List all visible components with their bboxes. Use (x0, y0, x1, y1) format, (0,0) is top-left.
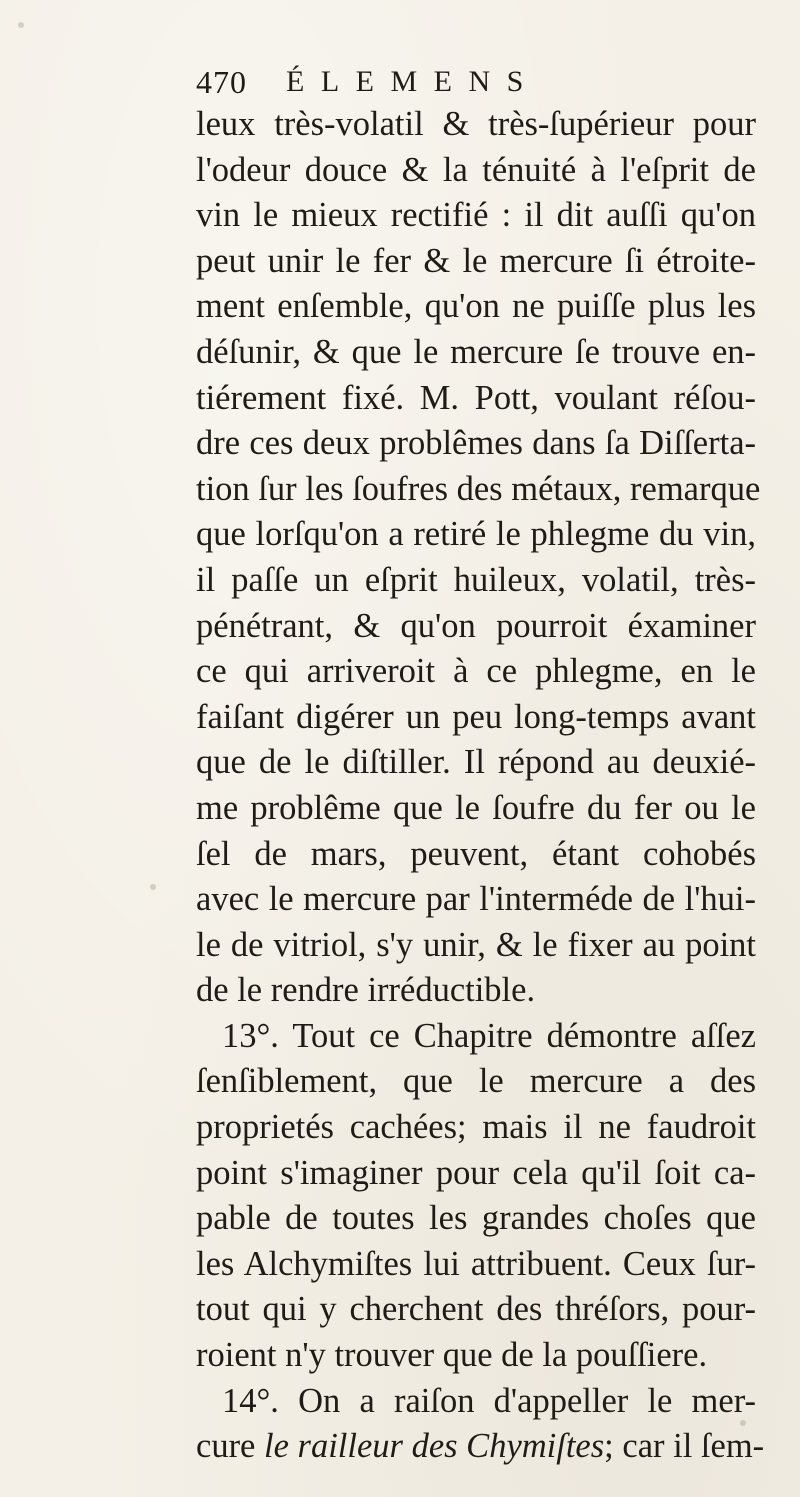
text-line: ſel de mars, peuvent, étant cohobés (196, 834, 756, 873)
text-line: dre ces deux problêmes dans ſa Diſſerta- (196, 424, 756, 463)
text-line: proprietés cachées; mais il ne faudroit (196, 1108, 756, 1147)
running-head: ÉLEMENS (286, 65, 540, 98)
text-line: tiérement fixé. M. Pott, voulant réſou- (196, 378, 756, 417)
text-line-mixed (196, 1424, 765, 1470)
text-line: tion ſur les ſoufres des métaux, remarque (196, 469, 761, 508)
italic-phrase: le railleur des Chymiſtes (264, 1427, 605, 1466)
text-line: l'odeur douce & la ténuité à l'eſprit de (196, 150, 756, 189)
text-line: avec le mercure par l'interméde de l'hui- (196, 880, 756, 919)
text-line: vin le mieux rectifié : il dit auſſi qu'on (196, 196, 756, 235)
text-line: tout qui y cherchent des thréſors, pour- (196, 1290, 756, 1329)
text-line: déſunir, & que le mercure ſe trouve en- (196, 332, 756, 371)
text-line: me problême que le ſoufre du fer ou le (196, 788, 756, 827)
paragraph-start-line: 13°. Tout ce Chapitre démontre aſſez (222, 1016, 756, 1055)
text-line: peut unir le fer & le mercure ſi étroite- (196, 241, 756, 280)
text-line: pénétrant, & qu'on pourroit éxaminer (196, 606, 756, 645)
paper-spot (18, 22, 24, 28)
text-fragment: ; car il ſem- (604, 1427, 765, 1466)
text-line: pable de toutes les grandes choſes que (196, 1199, 756, 1238)
text-line: leux très-volatil & très-ſupérieur pour (196, 105, 756, 143)
text-line: ment enſemble, qu'on ne puiſſe plus les (196, 287, 756, 326)
text-line: faiſant digérer un peu long-temps avant (196, 697, 756, 736)
text-line: les Alchymiſtes lui attribuent. Ceux ſur- (196, 1244, 756, 1283)
paper-spot (740, 1420, 746, 1426)
paragraph-start-line: 14°. On a raiſon d'appeller le mer- (222, 1381, 756, 1420)
text-line: que lorſqu'on a retiré le phlegme du vin, (196, 515, 756, 554)
page-header (196, 64, 756, 100)
text-line: ſenſiblement, que le mercure a des (196, 1062, 756, 1101)
page-number: 470 (196, 64, 247, 100)
body-text (196, 102, 765, 1470)
text-fragment: cure (196, 1427, 256, 1466)
paper-spot (150, 884, 156, 890)
text-line: ce qui arriveroit à ce phlegme, en le (196, 652, 756, 691)
text-line: que de le diſtiller. Il répond au deuxié- (196, 743, 756, 782)
text-line: il paſſe un eſprit huileux, volatil, très- (196, 560, 756, 599)
text-line: de le rendre irréductible. (196, 971, 536, 1010)
text-line: le de vitriol, s'y unir, & le fixer au point (196, 925, 756, 964)
text-line: point s'imaginer pour cela qu'il ſoit ca- (196, 1153, 756, 1192)
text-line: roient n'y trouver que de la pouſſiere. (196, 1336, 708, 1375)
